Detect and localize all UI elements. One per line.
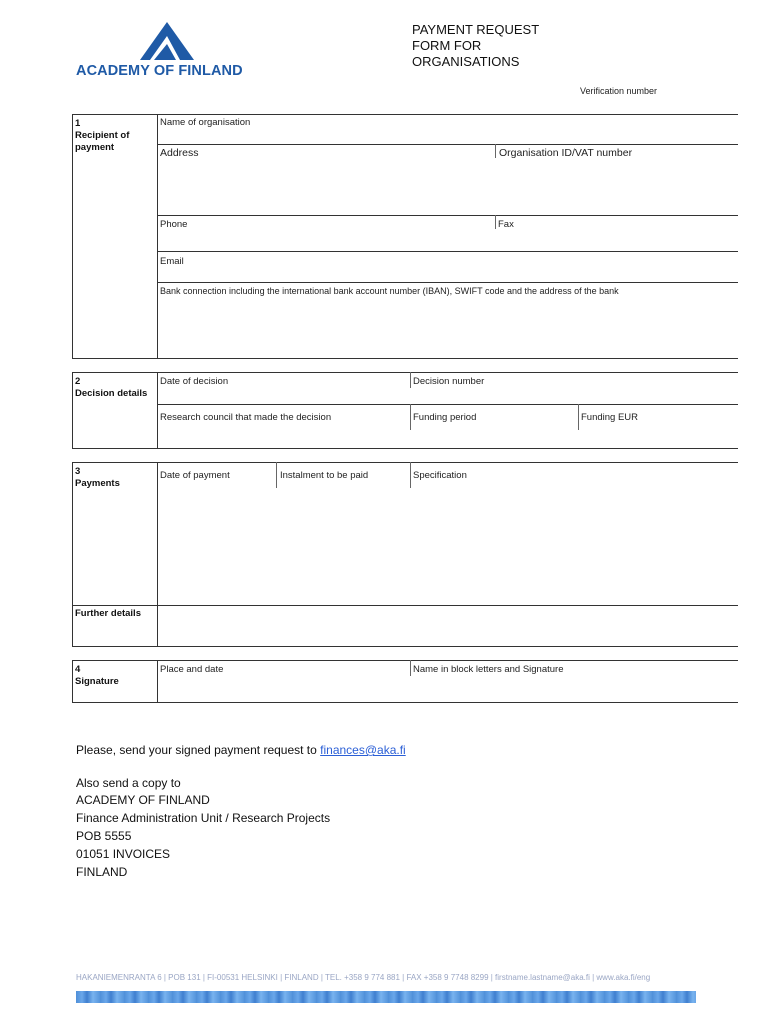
section2-top-border (72, 372, 738, 373)
section3-number: 3 (75, 466, 81, 477)
section1-left-border (72, 114, 73, 358)
section4-bottom-border (72, 702, 738, 703)
name-of-organisation-field[interactable]: Name of organisation (160, 117, 251, 128)
instalment-field[interactable]: Instalment to be paid (280, 470, 369, 481)
payment-col-divider (276, 462, 277, 488)
section2-bottom-border (72, 448, 738, 449)
row-divider (157, 215, 738, 216)
title-line-2: FORM FOR (412, 38, 482, 53)
research-council-field[interactable]: Research council that made the decision (160, 412, 332, 423)
section4-top-border (72, 660, 738, 661)
row-divider (157, 144, 738, 145)
section4-divider (157, 660, 158, 702)
title-line-1: PAYMENT REQUEST (412, 22, 540, 37)
fax-field[interactable]: Fax (498, 219, 514, 230)
section1-bottom-border (72, 358, 738, 359)
finances-email-link[interactable]: finances@aka.fi (320, 743, 406, 757)
row-divider (157, 251, 738, 252)
phone-field[interactable]: Phone (160, 219, 188, 230)
date-of-decision-field[interactable]: Date of decision (160, 376, 229, 387)
phone-fax-divider (495, 215, 496, 229)
row-divider (157, 404, 738, 405)
address-id-divider (495, 144, 496, 158)
signature-divider (410, 660, 411, 676)
address-line-2: Finance Administration Unit / Research Projects (76, 811, 331, 825)
logo-text: ACADEMY OF FINLAND (76, 63, 243, 79)
decision-divider (410, 372, 411, 388)
funding-eur-field[interactable]: Funding EUR (581, 412, 639, 423)
address-line-4: 01051 INVOICES (76, 847, 171, 861)
further-details-top-border (72, 605, 738, 606)
specification-field[interactable]: Specification (413, 470, 467, 481)
verification-number-label: Verification number (580, 86, 658, 96)
section3-divider (157, 462, 158, 646)
section1-divider (157, 114, 158, 358)
section3-top-border (72, 462, 738, 463)
address-line-1: ACADEMY OF FINLAND (76, 793, 210, 807)
footer-contact: HAKANIEMENRANTA 6 | POB 131 | FI-00531 HELSINKI | FINLAND | TEL. +358 9 774 881 | FAX +358 9 7748 8299 | firstname.lastname@aka.fi | www.aka.fi/eng (76, 973, 651, 982)
section3-bottom-border (72, 646, 738, 647)
decision-number-field[interactable]: Decision number (413, 376, 485, 387)
section2-left-border (72, 372, 73, 448)
address-line-5: FINLAND (76, 865, 128, 879)
section4-left-border (72, 660, 73, 702)
row-divider (157, 282, 738, 283)
place-and-date-field[interactable]: Place and date (160, 664, 224, 675)
period-eur-divider (578, 404, 579, 430)
section1-heading-line1: Recipient of (75, 130, 130, 141)
section4-number: 4 (75, 664, 81, 675)
date-of-payment-field[interactable]: Date of payment (160, 470, 230, 481)
section1-number: 1 (75, 118, 81, 129)
further-details-label: Further details (75, 608, 141, 619)
email-field[interactable]: Email (160, 256, 184, 267)
footer-decorative-bar (76, 991, 696, 1003)
council-period-divider (410, 404, 411, 430)
section3-heading (75, 466, 120, 490)
organisation-id-field[interactable]: Organisation ID/VAT number (499, 147, 633, 159)
bank-connection-field[interactable]: Bank connection including the international bank account number (IBAN), SWIFT code and the address of the bank (160, 286, 619, 296)
name-signature-field[interactable]: Name in block letters and Signature (413, 664, 564, 675)
section2-number: 2 (75, 376, 81, 387)
section3-heading-text: Payments (75, 478, 120, 489)
section1-top-border (72, 114, 738, 115)
section4-heading-text: Signature (75, 676, 119, 687)
section1-heading-line2: payment (75, 142, 115, 153)
address-field[interactable]: Address (160, 147, 199, 159)
section2-heading-text: Decision details (75, 388, 148, 399)
send-instruction-text: Please, send your signed payment request to (76, 743, 321, 757)
section4-heading (75, 664, 119, 688)
triangle-logo-icon (140, 22, 194, 60)
section2-divider (157, 372, 158, 448)
copy-instruction: Also send a copy to (76, 776, 181, 790)
section2-heading (75, 376, 147, 400)
funding-period-field[interactable]: Funding period (413, 412, 477, 423)
title-line-3: ORGANISATIONS (412, 54, 520, 69)
form-title (412, 22, 539, 70)
send-instruction (76, 743, 406, 757)
section3-left-border (72, 462, 73, 646)
section1-heading (75, 118, 129, 154)
payment-col-divider (410, 462, 411, 488)
address-line-3: POB 5555 (76, 829, 132, 843)
